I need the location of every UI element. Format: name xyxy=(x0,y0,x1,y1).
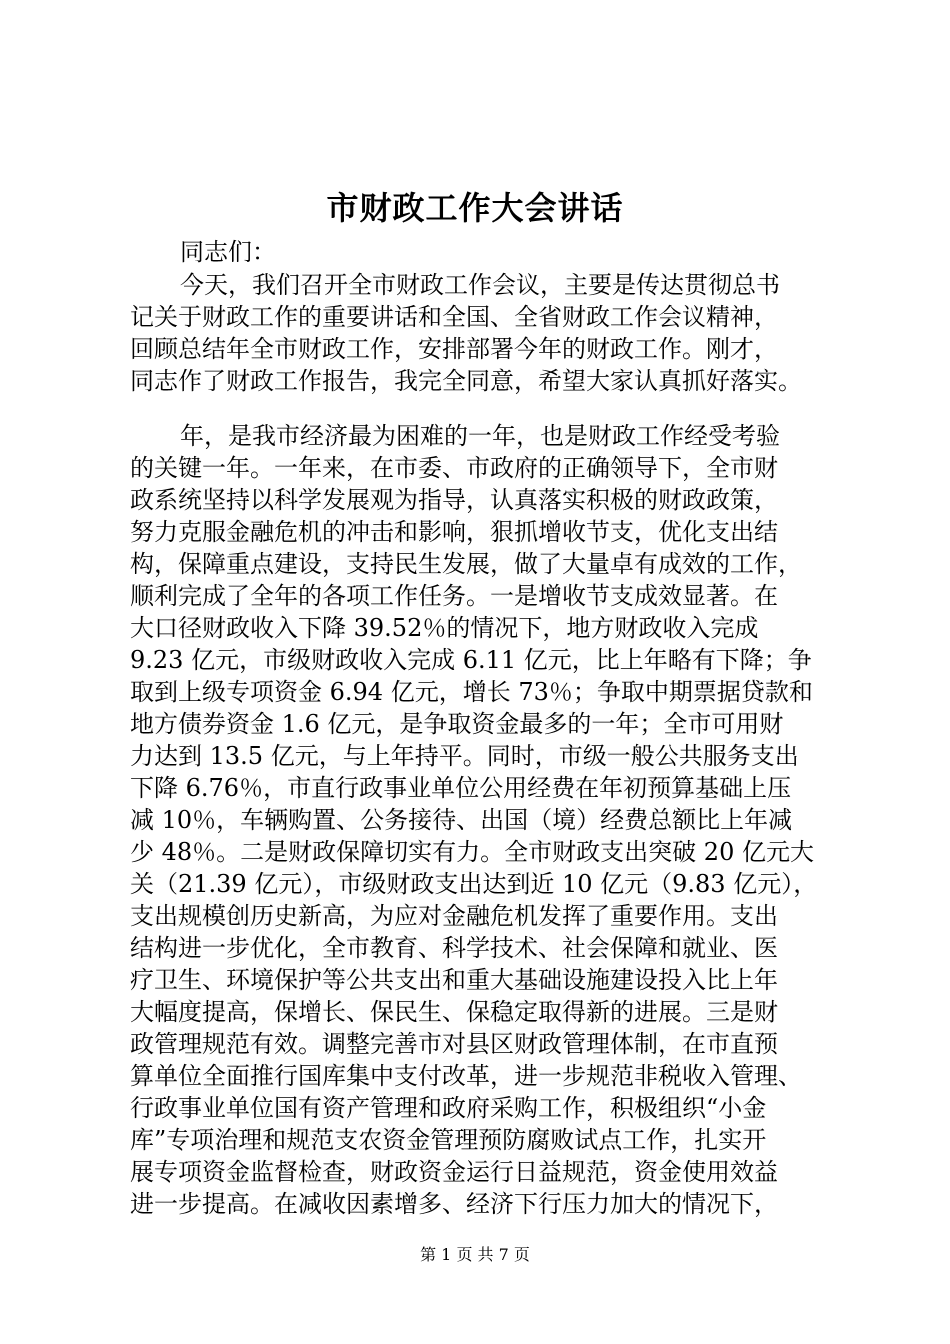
paragraph-line: 大幅度提高，保增长、保民生、保稳定取得新的进展。三是财 xyxy=(130,998,778,1026)
paragraph-line: 回顾总结年全市财政工作，安排部署今年的财政工作。刚才， xyxy=(130,335,778,363)
paragraph-line: 结构进一步优化，全市教育、科学技术、社会保障和就业、医 xyxy=(130,934,778,962)
page-indicator: 第 1 页 共 7 页 xyxy=(420,1245,530,1264)
paragraph-line: 大口径财政收入下降 39.52％的情况下，地方财政收入完成 xyxy=(130,614,759,642)
paragraph-line: 取到上级专项资金 6.94 亿元，增长 73％；争取中期票据贷款和 xyxy=(130,678,813,706)
paragraph-line: 政系统坚持以科学发展观为指导，认真落实积极的财政政策， xyxy=(130,486,778,514)
paragraph-line: 记关于财政工作的重要讲话和全国、全省财政工作会议精神， xyxy=(130,303,778,331)
paragraph-line: 算单位全面推行国库集中支付改革，进一步规范非税收入管理、 xyxy=(130,1062,802,1090)
paragraph-line: 地方债券资金 1.6 亿元，是争取资金最多的一年；全市可用财 xyxy=(130,710,784,738)
paragraph-line: 努力克服金融危机的冲击和影响，狠抓增收节支，优化支出结 xyxy=(130,518,778,546)
paragraph-line: 展专项资金监督检查，财政资金运行日益规范，资金使用效益 xyxy=(130,1158,778,1186)
paragraph-line: 疗卫生、环境保护等公共支出和重大基础设施建设投入比上年 xyxy=(130,966,778,994)
salutation: 同志们： xyxy=(180,238,276,266)
page-footer xyxy=(0,1244,950,1266)
paragraph-line: 同志作了财政工作报告，我完全同意，希望大家认真抓好落实。 xyxy=(130,367,802,395)
paragraph-line: 年，是我市经济最为困难的一年，也是财政工作经受考验 xyxy=(180,422,780,450)
paragraph-line: 今天，我们召开全市财政工作会议，主要是传达贯彻总书 xyxy=(180,271,780,299)
paragraph-line: 顺利完成了全年的各项工作任务。一是增收节支成效显著。在 xyxy=(130,582,778,610)
document-title: 市财政工作大会讲话 xyxy=(326,189,624,227)
paragraph-line: 库”专项治理和规范支农资金管理预防腐败试点工作，扎实开 xyxy=(130,1126,767,1154)
paragraph-line: 下降 6.76％，市直行政事业单位公用经费在年初预算基础上压 xyxy=(130,774,792,802)
paragraph-line: 政管理规范有效。调整完善市对县区财政管理体制，在市直预 xyxy=(130,1030,778,1058)
paragraph-line: 的关键一年。一年来，在市委、市政府的正确领导下，全市财 xyxy=(130,454,778,482)
paragraph-line: 力达到 13.5 亿元，与上年持平。同时，市级一般公共服务支出 xyxy=(130,742,799,770)
paragraph-line: 关（21.39 亿元），市级财政支出达到近 10 亿元（9.83 亿元）， xyxy=(130,870,818,898)
paragraph-line: 进一步提高。在减收因素增多、经济下行压力加大的情况下， xyxy=(130,1190,778,1218)
paragraph-line: 减 10％，车辆购置、公务接待、出国（境）经费总额比上年减 xyxy=(130,806,793,834)
paragraph-line: 9.23 亿元，市级财政收入完成 6.11 亿元，比上年略有下降；争 xyxy=(130,646,812,674)
paragraph-line: 构，保障重点建设，支持民生发展，做了大量卓有成效的工作， xyxy=(130,550,802,578)
paragraph-line: 支出规模创历史新高，为应对金融危机发挥了重要作用。支出 xyxy=(130,902,778,930)
paragraph-line: 少 48％。二是财政保障切实有力。全市财政支出突破 20 亿元大 xyxy=(130,838,814,866)
paragraph-line: 行政事业单位国有资产管理和政府采购工作，积极组织“小金 xyxy=(130,1094,767,1122)
